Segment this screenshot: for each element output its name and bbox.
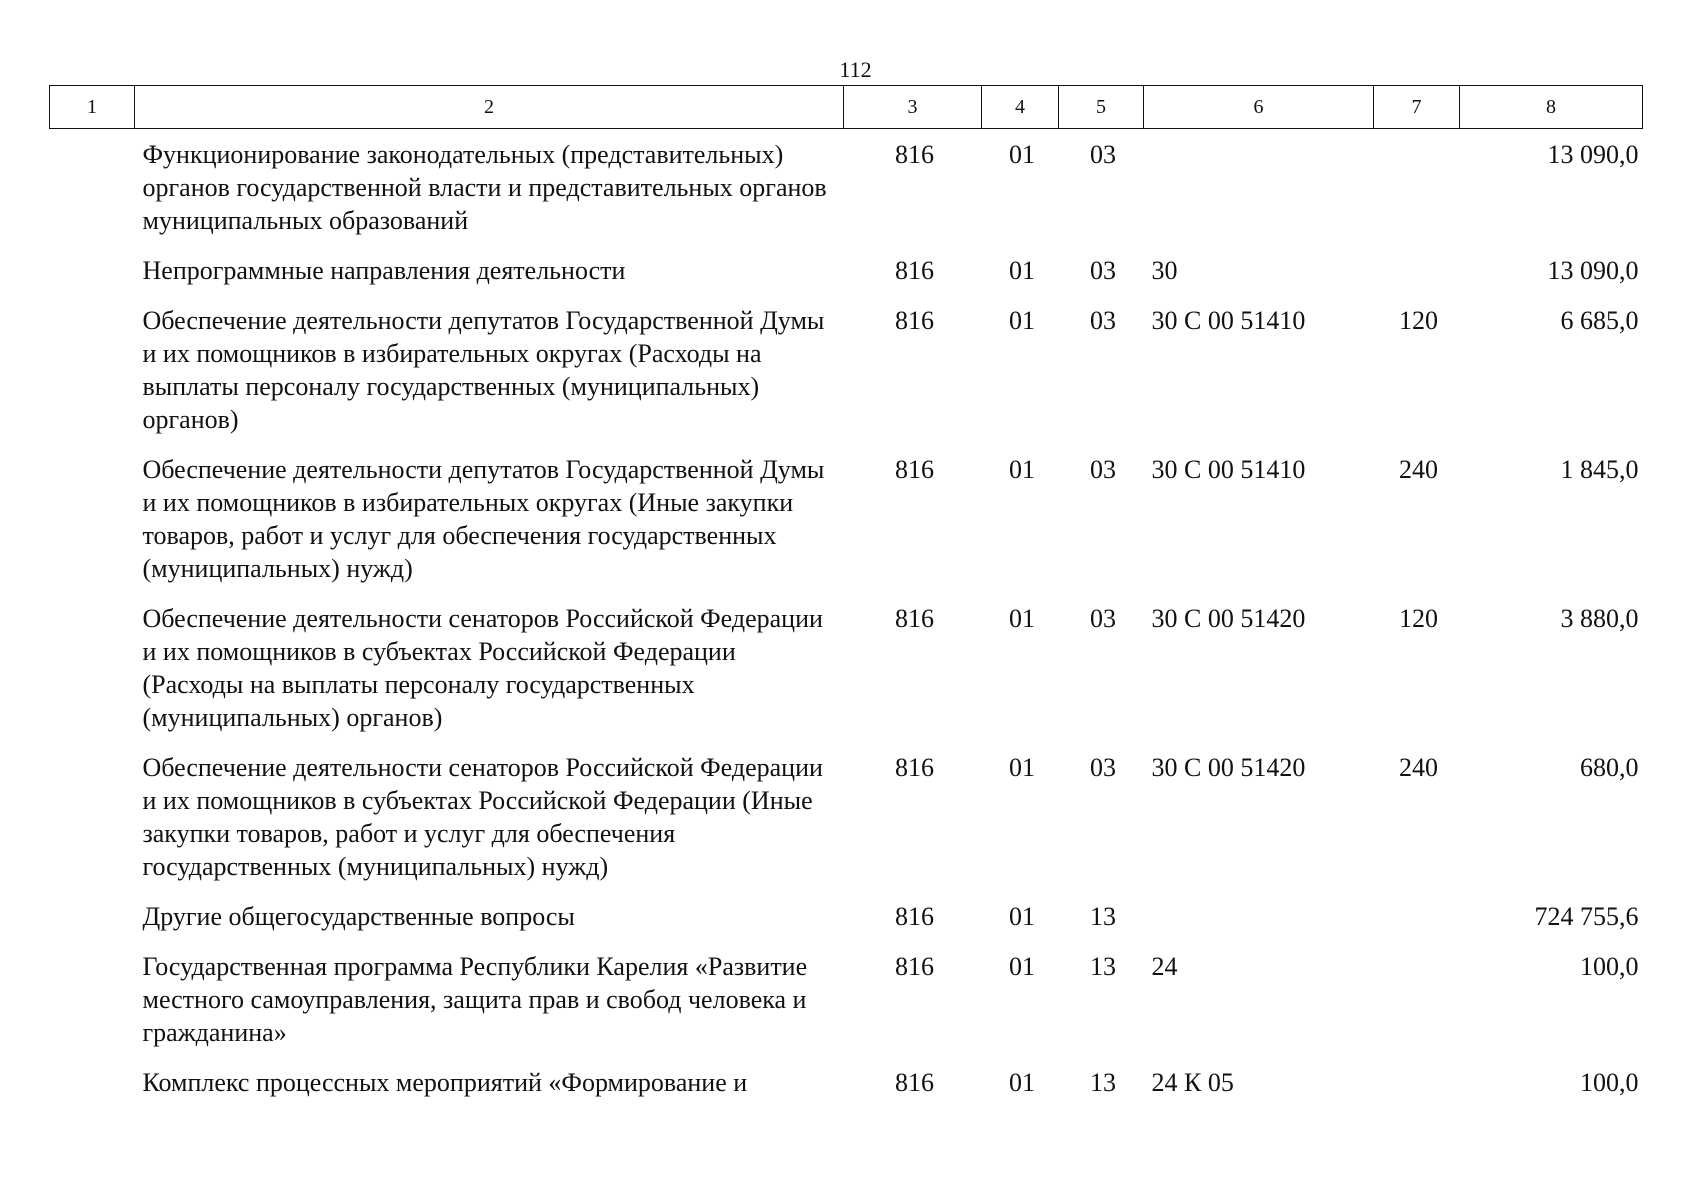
cell-name: Функционирование законодательных (представительных) органов государственной власти и представительных органов муниципальных образований [142,140,827,235]
cell-col4: 01 [1009,902,1035,931]
column-header-7: 7 [1374,86,1460,129]
table-row [50,295,1643,444]
cell-col5: 13 [1090,1068,1116,1097]
cell-col8: 100,0 [1580,1068,1639,1097]
cell-col5: 03 [1090,140,1116,169]
cell-col7 [1374,941,1460,1057]
cell-col1 [50,1057,135,1107]
budget-table [49,85,1643,1107]
cell-col6: 24 К 05 [1151,1068,1234,1097]
cell-col7: 240 [1399,753,1438,782]
table-row [50,742,1643,891]
cell-col8: 1 845,0 [1560,455,1639,484]
cell-col8: 6 685,0 [1560,306,1639,335]
column-header-4: 4 [982,86,1059,129]
cell-col3: 816 [895,140,934,169]
cell-name: Обеспечение деятельности сенаторов Российской Федерации и их помощников в субъектах Российской Федерации (Иные закупки товаров, работ и услуг для обеспечения государственных (муниципальных) нужд) [142,753,823,881]
cell-col1 [50,593,135,742]
column-header-8: 8 [1460,86,1643,129]
cell-col4: 01 [1009,140,1035,169]
cell-col6: 30 С 00 51420 [1151,604,1306,633]
cell-col1 [50,444,135,593]
cell-col3: 816 [895,902,934,931]
cell-name: Обеспечение деятельности сенаторов Российской Федерации и их помощников в субъектах Российской Федерации (Расходы на выплаты персоналу государственных (муниципальных) органов) [142,604,823,732]
cell-col3: 816 [895,952,934,981]
cell-col3: 816 [895,306,934,335]
cell-col1 [50,891,135,941]
cell-col4: 01 [1009,306,1035,335]
cell-name: Обеспечение деятельности депутатов Государственной Думы и их помощников в избирательных округах (Расходы на выплаты персоналу государственных (муниципальных) органов) [142,306,825,434]
page-number: 112 [839,57,872,82]
cell-col4: 01 [1009,753,1035,782]
cell-col4: 01 [1009,455,1035,484]
cell-col6: 30 С 00 51410 [1151,455,1306,484]
cell-col5: 03 [1090,256,1116,285]
cell-col4: 01 [1009,256,1035,285]
cell-col7 [1374,245,1460,295]
cell-col3: 816 [895,604,934,633]
cell-col3: 816 [895,455,934,484]
cell-col7: 240 [1399,455,1438,484]
cell-col4: 01 [1009,952,1035,981]
cell-col8: 3 880,0 [1560,604,1639,633]
cell-col5: 03 [1090,455,1116,484]
header-row [50,86,1643,129]
column-header-5: 5 [1059,86,1144,129]
cell-col5: 03 [1090,604,1116,633]
column-header-6: 6 [1144,86,1374,129]
cell-col4: 01 [1009,604,1035,633]
cell-name: Государственная программа Республики Карелия «Развитие местного самоуправления, защита прав и свобод человека и гражданина» [142,952,808,1047]
cell-col5: 03 [1090,306,1116,335]
table-row [50,444,1643,593]
table-row [50,129,1643,246]
cell-col5: 13 [1090,902,1116,931]
cell-col8: 100,0 [1580,952,1639,981]
cell-col5: 13 [1090,952,1116,981]
cell-col6 [1144,891,1374,941]
cell-col7 [1374,891,1460,941]
cell-col7: 120 [1399,604,1438,633]
cell-col3: 816 [895,256,934,285]
cell-col1 [50,245,135,295]
cell-col8: 13 090,0 [1547,140,1639,169]
cell-name: Обеспечение деятельности депутатов Государственной Думы и их помощников в избирательных округах (Иные закупки товаров, работ и услуг для обеспечения государственных (муниципальных) нужд) [142,455,825,583]
cell-col8: 680,0 [1580,753,1639,782]
table-row [50,245,1643,295]
cell-col4: 01 [1009,1068,1035,1097]
cell-col1 [50,295,135,444]
cell-name: Другие общегосударственные вопросы [142,902,575,931]
cell-col7: 120 [1399,306,1438,335]
cell-col7 [1374,129,1460,246]
cell-col1 [50,742,135,891]
cell-col6: 30 С 00 51420 [1151,753,1306,782]
cell-col6: 30 С 00 51410 [1151,306,1306,335]
cell-col7 [1374,1057,1460,1107]
cell-name: Комплекс процессных мероприятий «Формирование и [142,1068,748,1097]
column-header-1: 1 [50,86,135,129]
cell-col6: 24 [1151,952,1178,981]
cell-col1 [50,941,135,1057]
cell-col5: 03 [1090,753,1116,782]
cell-col8: 724 755,6 [1534,902,1639,931]
column-header-2: 2 [135,86,844,129]
table-row [50,593,1643,742]
table-row [50,941,1643,1057]
cell-col6: 30 [1151,256,1178,285]
cell-name: Непрограммные направления деятельности [142,256,626,285]
table-row [50,891,1643,941]
cell-col8: 13 090,0 [1547,256,1639,285]
cell-col3: 816 [895,753,934,782]
column-header-3: 3 [844,86,982,129]
table-row [50,1057,1643,1107]
cell-col3: 816 [895,1068,934,1097]
cell-col6 [1144,129,1374,246]
cell-col1 [50,129,135,246]
